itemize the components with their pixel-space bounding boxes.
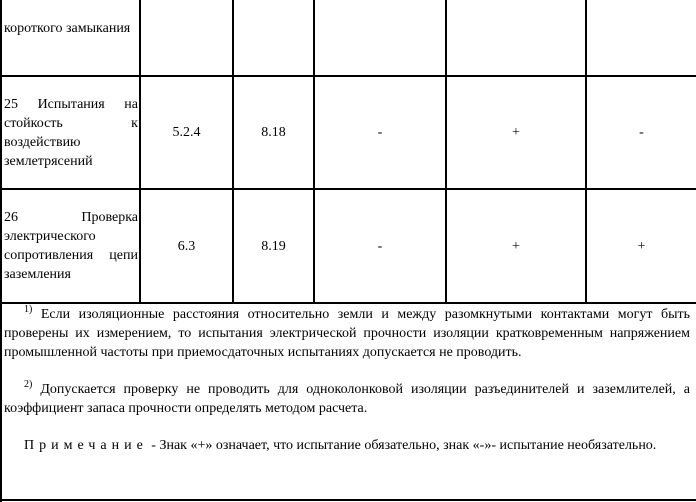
table-footnotes: [0, 305, 696, 455]
table-cell-mark: -: [639, 125, 644, 140]
table-border-bottom: [0, 499, 696, 501]
table-cell-mark: +: [637, 238, 646, 254]
remark-label: Примечание: [24, 438, 148, 453]
table-cell-mark: +: [512, 125, 520, 140]
table-cell-clause: 6.3: [177, 238, 196, 254]
table-remark: [4, 436, 690, 455]
remark-text: - Знак «+» означает, что испытание обязательно, знак «-»- испытание необязательно.: [147, 438, 657, 453]
footnote-text: Допускается проверку не проводить для одноколонковой изоляции разъединителей и заземлителей, а коэффициент запаса прочности определять методом расчета.: [4, 382, 690, 416]
table-cell-method: 8.19: [261, 238, 286, 254]
footnote-2: [4, 380, 690, 418]
table-cell-mark: -: [377, 125, 383, 140]
footnote-marker: 2): [24, 379, 33, 390]
table-cell-clause: 5.2.4: [172, 125, 201, 140]
footnote-text: Если изоляционные расстояния относительно земли и между разомкнутыми контактами могут быть проверены их измерением, то испытания электрической прочности изоляции кратковременным напряжением промышленной частоты при приемосдаточных испытаниях допускается не проводить.: [4, 307, 690, 360]
table-cell-test-name: 25 Испытания на стойкость к воздействию землетрясений: [4, 97, 138, 169]
table-cell-test-name: 26 Проверка электрического сопротивления цепи заземления: [4, 210, 138, 282]
table-cell-test-name: короткого замыкания: [4, 21, 131, 36]
table-cell-method: 8.18: [261, 125, 286, 140]
table-cell-mark: +: [512, 238, 520, 254]
table-row-divider: [0, 302, 696, 304]
table-cell-mark: -: [377, 238, 383, 254]
footnote-marker: 1): [24, 304, 33, 315]
footnote-1: [4, 305, 690, 362]
